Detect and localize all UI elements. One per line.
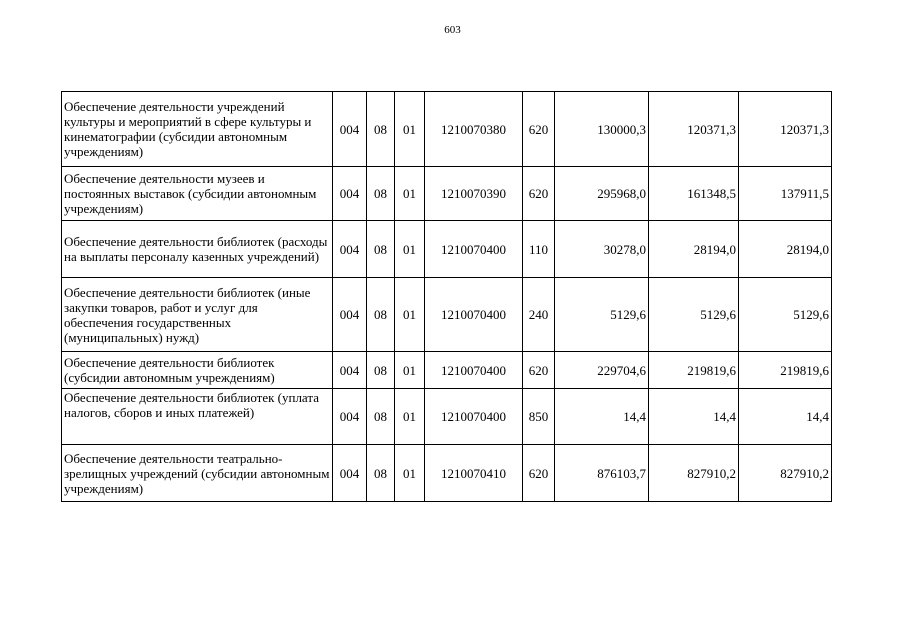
subsection-code-cell: 01: [395, 278, 425, 352]
target-code-cell: 1210070410: [425, 445, 523, 502]
ministry-code-cell: 004: [333, 445, 367, 502]
expense-type-cell: 110: [523, 221, 555, 278]
expense-type-cell: 620: [523, 445, 555, 502]
subsection-code-cell: 01: [395, 445, 425, 502]
section-code-cell: 08: [367, 352, 395, 389]
amount-3-cell: 120371,3: [739, 92, 832, 167]
amount-1-cell: 295968,0: [555, 167, 649, 221]
amount-1-cell: 30278,0: [555, 221, 649, 278]
expense-type-cell: 850: [523, 389, 555, 445]
subsection-code-cell: 01: [395, 352, 425, 389]
amount-1-cell: 5129,6: [555, 278, 649, 352]
expense-name-cell: Обеспечение деятельности библиотек (иные закупки товаров, работ и услуг для обеспечения государственных (муниципальных) нужд): [62, 278, 333, 352]
amount-2-cell: 5129,6: [649, 278, 739, 352]
amount-1-cell: 229704,6: [555, 352, 649, 389]
ministry-code-cell: 004: [333, 167, 367, 221]
amount-2-cell: 161348,5: [649, 167, 739, 221]
page-number: 603: [444, 24, 461, 36]
target-code-cell: 1210070380: [425, 92, 523, 167]
amount-2-cell: 120371,3: [649, 92, 739, 167]
section-code-cell: 08: [367, 167, 395, 221]
target-code-cell: 1210070400: [425, 352, 523, 389]
table-row: [62, 221, 832, 278]
ministry-code-cell: 004: [333, 92, 367, 167]
amount-3-cell: 219819,6: [739, 352, 832, 389]
expense-name-cell: Обеспечение деятельности музеев и постоянных выставок (субсидии автономным учреждениям): [62, 167, 333, 221]
target-code-cell: 1210070400: [425, 389, 523, 445]
amount-3-cell: 827910,2: [739, 445, 832, 502]
amount-3-cell: 137911,5: [739, 167, 832, 221]
table-row: [62, 92, 832, 167]
expense-type-cell: 620: [523, 167, 555, 221]
expense-name-cell: Обеспечение деятельности учреждений культуры и мероприятий в сфере культуры и кинематографии (субсидии автономным учреждениям): [62, 92, 333, 167]
expense-name-cell: Обеспечение деятельности библиотек (субсидии автономным учреждениям): [62, 352, 333, 389]
ministry-code-cell: 004: [333, 278, 367, 352]
expense-name-cell: Обеспечение деятельности театрально-зрелищных учреждений (субсидии автономным учреждениям): [62, 445, 333, 502]
ministry-code-cell: 004: [333, 352, 367, 389]
ministry-code-cell: 004: [333, 221, 367, 278]
amount-1-cell: 14,4: [555, 389, 649, 445]
amount-3-cell: 14,4: [739, 389, 832, 445]
amount-2-cell: 827910,2: [649, 445, 739, 502]
section-code-cell: 08: [367, 221, 395, 278]
target-code-cell: 1210070390: [425, 167, 523, 221]
expense-type-cell: 620: [523, 352, 555, 389]
section-code-cell: 08: [367, 278, 395, 352]
section-code-cell: 08: [367, 92, 395, 167]
amount-2-cell: 219819,6: [649, 352, 739, 389]
amount-3-cell: 5129,6: [739, 278, 832, 352]
expense-type-cell: 620: [523, 92, 555, 167]
subsection-code-cell: 01: [395, 92, 425, 167]
ministry-code-cell: 004: [333, 389, 367, 445]
amount-2-cell: 14,4: [649, 389, 739, 445]
subsection-code-cell: 01: [395, 167, 425, 221]
target-code-cell: 1210070400: [425, 221, 523, 278]
expense-type-cell: 240: [523, 278, 555, 352]
target-code-cell: 1210070400: [425, 278, 523, 352]
section-code-cell: 08: [367, 445, 395, 502]
amount-3-cell: 28194,0: [739, 221, 832, 278]
expense-name-cell: Обеспечение деятельности библиотек (расходы на выплаты персоналу казенных учреждений): [62, 221, 333, 278]
table-row: [62, 278, 832, 352]
subsection-code-cell: 01: [395, 221, 425, 278]
amount-2-cell: 28194,0: [649, 221, 739, 278]
table-row: [62, 352, 832, 389]
expense-name-cell: Обеспечение деятельности библиотек (уплата налогов, сборов и иных платежей): [62, 389, 333, 445]
amount-1-cell: 876103,7: [555, 445, 649, 502]
table-row: [62, 389, 832, 445]
section-code-cell: 08: [367, 389, 395, 445]
budget-table: [61, 91, 832, 502]
table-row: [62, 445, 832, 502]
amount-1-cell: 130000,3: [555, 92, 649, 167]
table-row: [62, 167, 832, 221]
subsection-code-cell: 01: [395, 389, 425, 445]
